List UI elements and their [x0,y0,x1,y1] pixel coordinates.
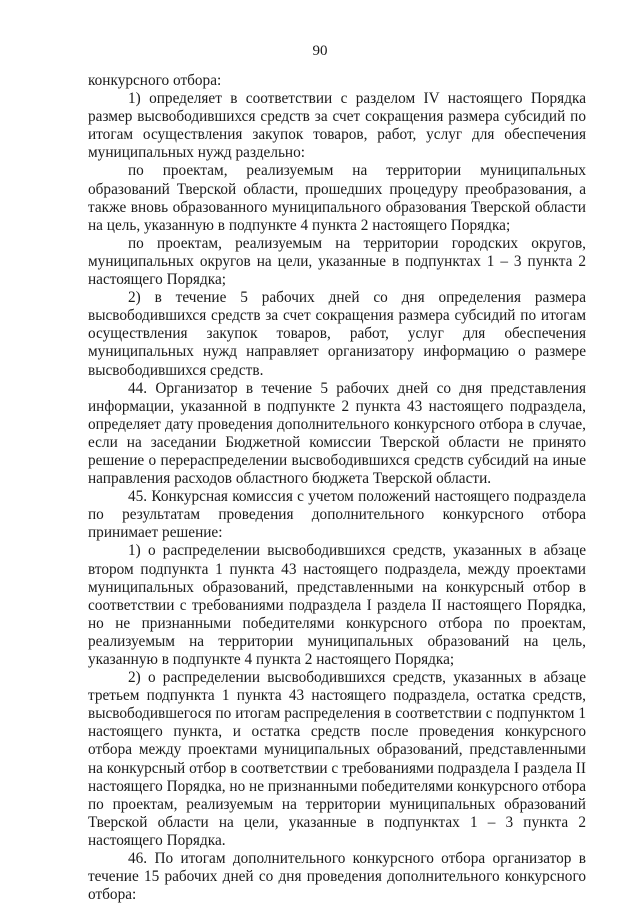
paragraph-46: 46. По итогам дополнительного конкурсного отбора организатор в течение 15 рабочих дней со дня проведения дополнительного конкурсного отбора: [88,850,586,904]
paragraph-43-2: 2) в течение 5 рабочих дней со дня определения размера высвободившихся средств за счет сокращения размера субсидий по итогам осуществления закупок товаров, работ, услуг для обеспечения муниципальных нужд направляет организатору информацию о размере высвободившихся средств. [88,289,586,379]
paragraph-45: 45. Конкурсная комиссия с учетом положений настоящего подраздела по результатам проведения дополнительного конкурсного отбора принимает решение: [88,488,586,542]
page-number: 90 [312,43,328,59]
paragraph-45-2: 2) о распределении высвободившихся средств, указанных в абзаце третьем подпункта 1 пункта 43 настоящего подраздела, остатка средств, высвободившегося по итогам распределения в соответствии с подпунктом 1 настоящего пункта, и остатка средств после проведения конкурсного отбора между проектами муниципальных образований, представленными на конкурсный отбор в соответствии с требованиями подраздела I раздела II настоящего Порядка, но не признанными победителями конкурсного отбора по проектам, реализуемым на территории муниципальных образований Тверской области на цели, указанные в подпунктах 1 – 3 пункта 2 настоящего Порядка. [88,669,587,849]
paragraph-43-1-b: по проектам, реализуемым на территории городских округов, муниципальных округов на цели, указанные в подпунктах 1 – 3 пункта 2 настоящего Порядка; [88,234,586,289]
paragraph-continuation: конкурсного отбора: [88,72,222,89]
paragraph-43-1: 1) определяет в соответствии с разделом IV настоящего Порядка размер высвободившихся средств за счет сокращения размера субсидий по итогам осуществления закупок товаров, работ, услуг для обеспечения муниципальных нужд раздельно: [88,90,586,162]
document-body [88,72,586,904]
paragraph-44: 44. Организатор в течение 5 рабочих дней со дня представления информации, указанной в подпункте 2 пункта 43 настоящего подраздела, определяет дату проведения дополнительного конкурсного отбора в случае, если на заседании Бюджетной комиссии Тверской области не принято решение о перераспределении высвободившихся средств субсидий на иные направления расходов областного бюджета Тверской области. [88,379,586,488]
paragraph-45-1: 1) о распределении высвободившихся средств, указанных в абзаце втором подпункта 1 пункта 43 настоящего подраздела, между проектами муниципальных образований, представленными на конкурсный отбор в соответствии с требованиями подраздела I раздела II настоящего Порядка, но не признанными победителями конкурсного отбора по проектам, реализуемым на территории муниципальных образований на цель, указанную в подпункте 4 пункта 2 настоящего Порядка; [88,542,586,668]
paragraph-43-1-a: по проектам, реализуемым на территории муниципальных образований Тверской области, прошедших процедуру преобразования, а также вновь образованного муниципального образования Тверской области на цель, указанную в подпункте 4 пункта 2 настоящего Порядка; [88,162,586,234]
